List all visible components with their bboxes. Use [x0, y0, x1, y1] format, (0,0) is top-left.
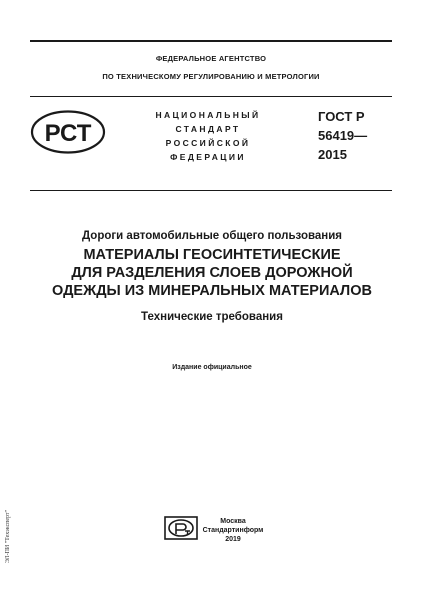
- imprint-year: 2019: [225, 536, 241, 543]
- rst-logo-icon: [30, 110, 106, 154]
- logo-text: РСТ: [44, 120, 92, 147]
- document-title: [20, 246, 404, 300]
- imprint-block: [200, 517, 266, 544]
- national-line-1: НАЦИОНАЛЬНЫЙ: [155, 110, 261, 120]
- designation-line-1: ГОСТ Р: [318, 109, 365, 124]
- imprint-city: Москва: [220, 518, 246, 525]
- lower-rule: [30, 190, 392, 191]
- middle-rule: [30, 96, 392, 97]
- title-line-3: ОДЕЖДЫ ИЗ МИНЕРАЛЬНЫХ МАТЕРИАЛОВ: [52, 283, 372, 299]
- document-subtitle: Технические требования: [141, 311, 283, 323]
- side-stamp: [3, 510, 17, 590]
- designation-line-2: 56419—: [318, 128, 368, 143]
- agency-line-2: ПО ТЕХНИЧЕСКОМУ РЕГУЛИРОВАНИЮ И МЕТРОЛОГИИ: [102, 72, 320, 81]
- top-rule: [30, 40, 392, 42]
- title-line-1: МАТЕРИАЛЫ ГЕОСИНТЕТИЧЕСКИЕ: [83, 247, 341, 263]
- national-line-4: ФЕДЕРАЦИИ: [170, 152, 246, 162]
- side-stamp-text: ЭЛ-ПИ "Техэксперт": [5, 510, 11, 564]
- designation-line-3: 2015: [318, 147, 347, 162]
- national-line-2: СТАНДАРТ: [175, 124, 241, 134]
- publisher-logo-icon: [164, 516, 198, 540]
- imprint-publisher: Стандартинформ: [202, 527, 264, 534]
- national-line-3: РОССИЙСКОЙ: [165, 138, 251, 148]
- standard-designation: [318, 107, 392, 164]
- national-standard-block: [140, 108, 276, 164]
- title-line-2: ДЛЯ РАЗДЕЛЕНИЯ СЛОЕВ ДОРОЖНОЙ: [71, 265, 353, 281]
- edition-note: Издание официальное: [172, 364, 252, 371]
- agency-line-1: ФЕДЕРАЛЬНОЕ АГЕНТСТВО: [155, 54, 267, 63]
- document-subject: Дороги автомобильные общего пользования: [81, 230, 343, 242]
